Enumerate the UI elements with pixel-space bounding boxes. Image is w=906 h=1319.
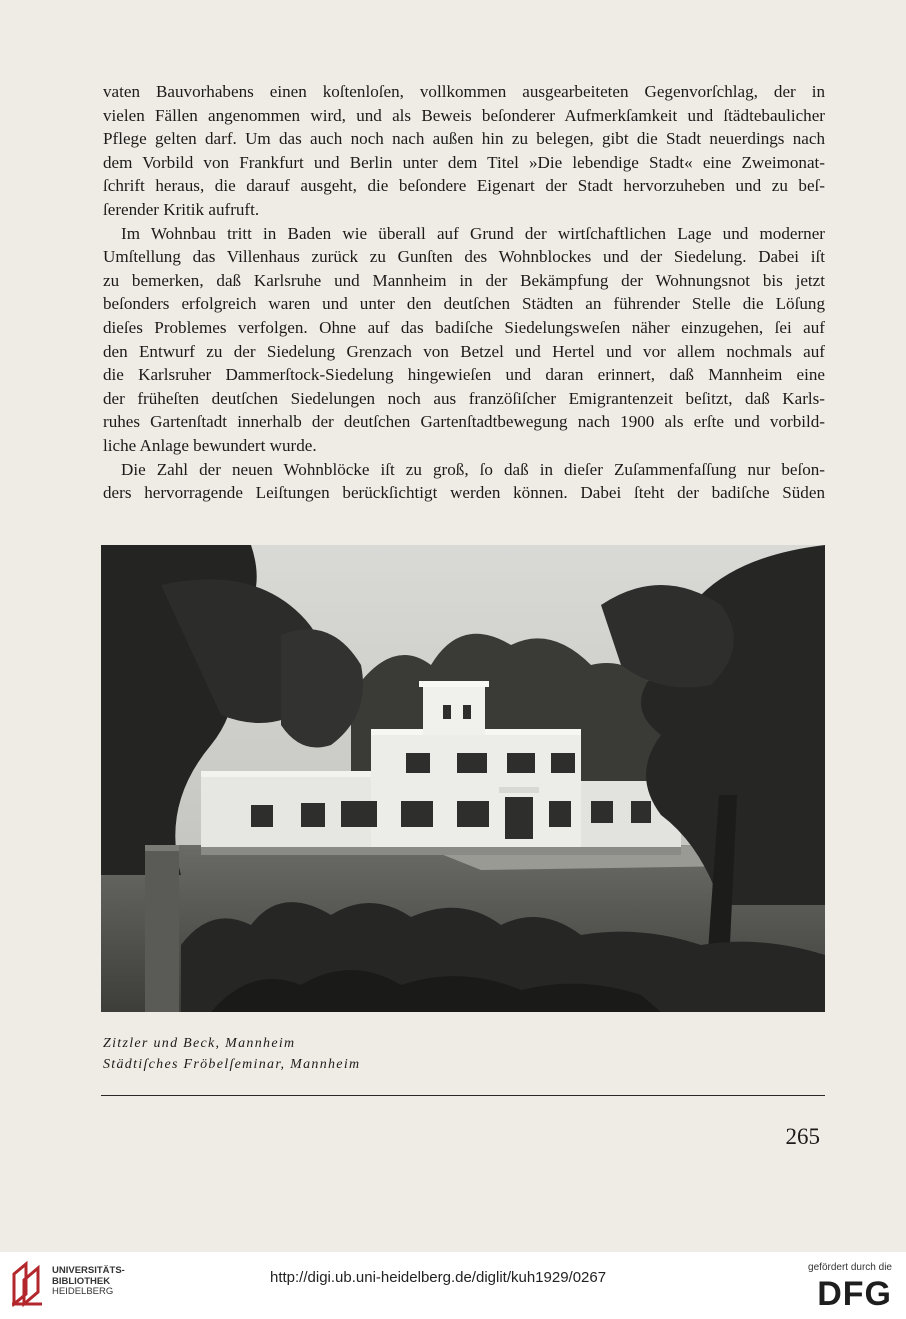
university-library-logo-icon [8, 1260, 48, 1312]
paragraph-line: den Entwurf zu der Siedelung Grenzach von Betzel und Hertel und vor allem nochmals auf [103, 341, 825, 361]
paragraph-line: dieſes Problemes verfolgen. Ohne auf das badiſche Siedelungsweſen näher einzugehen, ſei auf [103, 317, 825, 337]
paragraph-line: liche Anlage bewundert wurde. [103, 435, 317, 455]
dfg-logo: DFG [817, 1275, 892, 1313]
paragraph-line: vaten Bauvorhabens einen koſtenloſen, vollkommen ausgearbeiteten Gegenvorſchlag, der in [103, 82, 825, 101]
university-library-name [52, 1266, 125, 1298]
paragraph-line: beſonders erfolgreich waren und unter den deutſchen Städten an führender Stelle die Löſung [103, 294, 825, 314]
paragraph-line: zu bemerken, daß Karlsruhe und Mannheim in der Bekämpfung der Wohnungsnot bis jetzt [103, 270, 825, 290]
library-line: BIBLIOTHEK [52, 1275, 111, 1287]
page-number: 265 [785, 1124, 820, 1149]
paragraph-line: dem Vorbild von Frankfurt und Berlin unter dem Titel »Die lebendige Stadt« eine Zweimonat- [103, 152, 825, 172]
paragraph-line: die Karlsruher Dammerſtock-Siedelung hingewieſen und daran erinnert, daß Mannheim eine [103, 365, 825, 385]
paragraph-line: Im Wohnbau tritt in Baden wie überall auf Grund der wirtſchaftlichen Lage und moderner [121, 223, 825, 243]
digitization-footer [0, 1252, 906, 1319]
paragraph-line: ſerender Kritik aufruft. [103, 199, 260, 219]
library-line: UNIVERSITÄTS- [52, 1265, 125, 1276]
paragraph-line: ders hervorragende Leiſtungen berückſichtigt werden können. Dabei ſteht der badiſche Süden [103, 483, 825, 503]
caption-building: Städtiſches Fröbelſeminar, Mannheim [103, 1057, 361, 1072]
photo-caption [103, 1033, 360, 1075]
paragraph-line: der früheſten deutſchen Siedelungen noch aus franzöſiſcher Emigrantenzeit beſitzt, daß Karls- [103, 388, 825, 408]
library-line: HEIDELBERG [52, 1286, 114, 1297]
paragraph-line: ruhes Gartenſtadt innerhalb der deutſchen Gartenſtadtbewegung nach 1900 als erſte und vorbild- [103, 412, 825, 432]
caption-architect: Zitzler und Beck, Mannheim [103, 1036, 296, 1051]
paragraph-line: vielen Fällen angenommen wird, und als Beweis beſonderer Aufmerkſamkeit und ſtädtebaulicher [103, 105, 825, 125]
photo-illustration [101, 545, 825, 1012]
divider-rule [101, 1095, 825, 1096]
paragraph-line: ſchrift heraus, die darauf ausgeht, die beſondere Eigenart der Stadt hervorzuheben und zu beſ- [103, 176, 825, 196]
body-text [103, 80, 825, 505]
sponsor-text: gefördert durch die [808, 1262, 892, 1273]
paragraph-line: Pflege gelten darf. Um das auch noch nach außen hin zu belegen, gibt die Stadt neuerdings nach [103, 129, 825, 149]
digital-object-link[interactable]: http://digi.ub.uni-heidelberg.de/diglit/kuh1929/0267 [270, 1269, 607, 1286]
paragraph-line: Die Zahl der neuen Wohnblöcke iſt zu groß, ſo daß in dieſer Zuſammenfaſſung nur beſon- [121, 459, 825, 479]
building-photograph [101, 545, 825, 1012]
paragraph-line: Umſtellung das Villenhaus zurück zu Gunſten des Wohnblockes und der Siedelung. Dabei iſt [103, 247, 825, 267]
